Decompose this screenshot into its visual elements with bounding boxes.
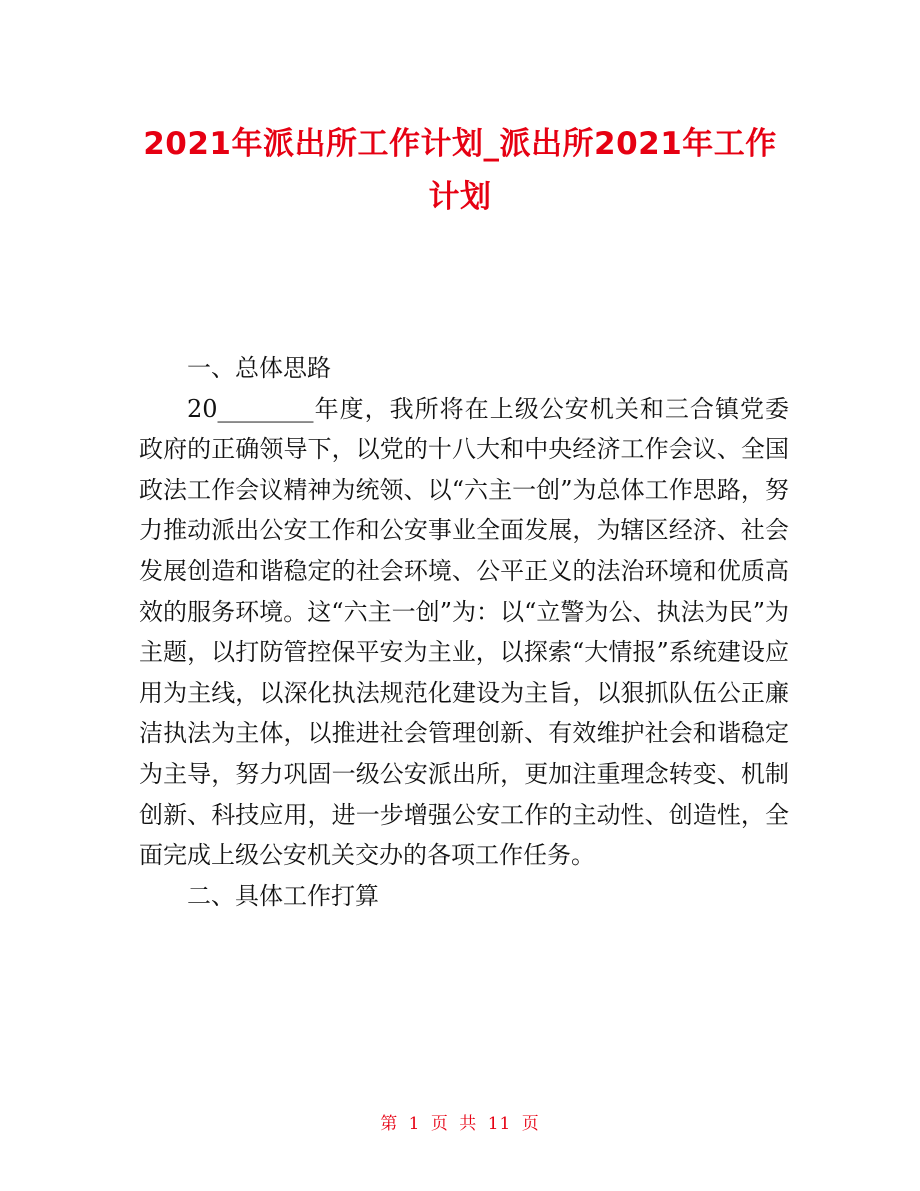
document-body <box>139 348 789 916</box>
page-footer: 第 1 页 共 11 页 <box>380 1114 540 1134</box>
section-heading-overall-approach: 一、总体思路 <box>187 354 331 382</box>
document-title: 2021年派出所工作计划_派出所2021年工作计划 <box>143 126 777 215</box>
section-paragraph-overall-approach: 20________年度，我所将在上级公安机关和三合镇党委政府的正确领导下，以党的十八大和中央经济工作会议、全国政法工作会议精神为统领、以“六主一创”为总体工作思路，努力推动派出公安工作和公安事业全面发展，为辖区经济、社会发展创造和谐稳定的社会环境、公平正义的法治环境和优质高效的服务环境。这“六主一创”为：以“立警为公、执法为民”为主题，以打防管控保平安为主业，以探索“大情报”系统建设应用为主线，以深化执法规范化建设为主旨，以狠抓队伍公正廉洁执法为主体，以推进社会管理创新、有效维护社会和谐稳定为主导，努力巩固一级公安派出所，更加注重理念转变、机制创新、科技应用，进一步增强公安工作的主动性、创造性，全面完成上级公安机关交办的各项工作任务。 <box>139 394 789 870</box>
section-heading-specific-plans: 二、具体工作打算 <box>187 881 379 910</box>
